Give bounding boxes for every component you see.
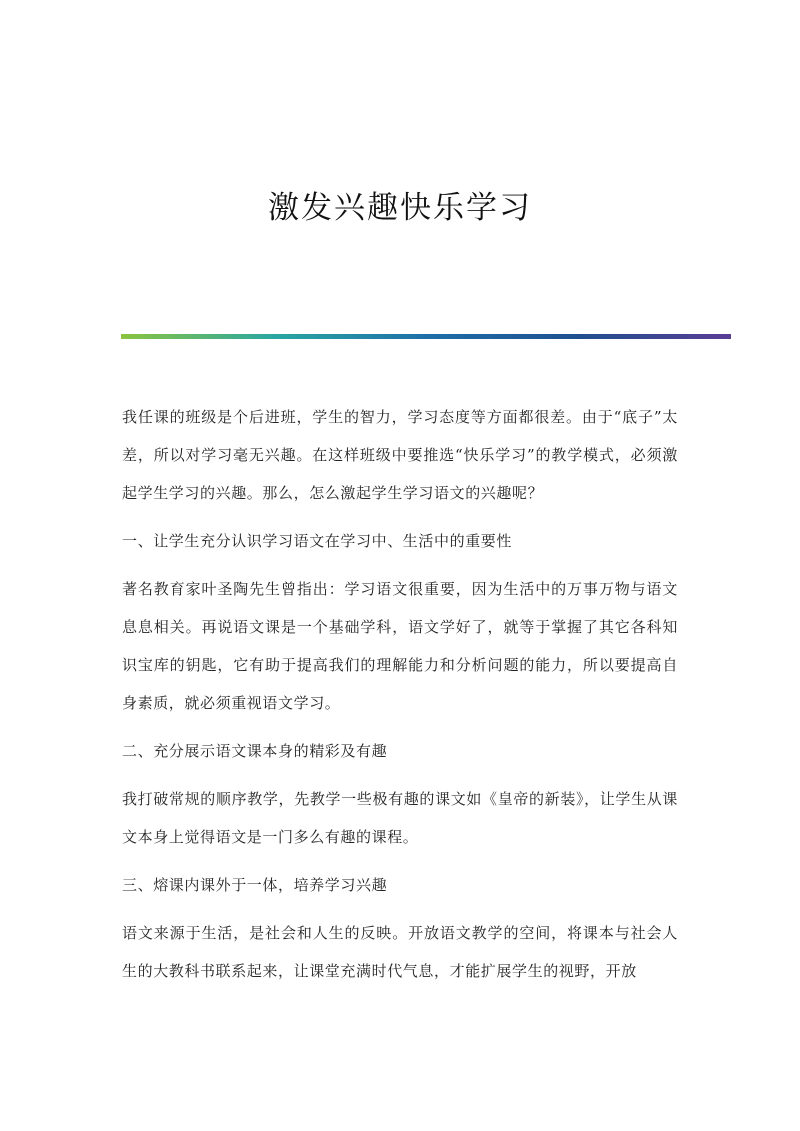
- document-body: [122, 398, 678, 990]
- section-heading-1: 一、让学生充分认识学习语文在学习中、生活中的重要性: [122, 532, 513, 550]
- title-divider: [121, 334, 731, 339]
- section-heading-2: 二、充分展示语文课本身的精彩及有趣: [122, 742, 388, 760]
- paragraph-intro: 我任课的班级是个后进班，学生的智力，学习态度等方面都很差。由于“底子”太差，所以对学习毫无兴趣。在这样班级中要推选“快乐学习”的教学模式，必须激起学生学习的兴趣。那么，怎么激起学生学习语文的兴趣呢？: [122, 408, 678, 502]
- section-heading-3: 三、熔课内课外于一体，培养学习兴趣: [122, 876, 388, 894]
- paragraph-section-3: 语文来源于生活，是社会和人生的反映。开放语文教学的空间，将课本与社会人生的大教科书联系起来，让课堂充满时代气息，才能扩展学生的视野，开放: [122, 924, 678, 980]
- page-title: 激发兴趣快乐学习: [268, 190, 532, 226]
- paragraph-section-1: 著名教育家叶圣陶先生曾指出：学习语文很重要，因为生活中的万事万物与语文息息相关。再说语文课是一个基础学科，语文学好了，就等于掌握了其它各科知识宝库的钥匙，它有助于提高我们的理解能力和分析问题的能力，所以要提高自身素质，就必须重视语文学习。: [122, 580, 678, 712]
- paragraph-section-2: 我打破常规的顺序教学，先教学一些极有趣的课文如《皇帝的新装》，让学生从课文本身上觉得语文是一门多么有趣的课程。: [122, 790, 678, 846]
